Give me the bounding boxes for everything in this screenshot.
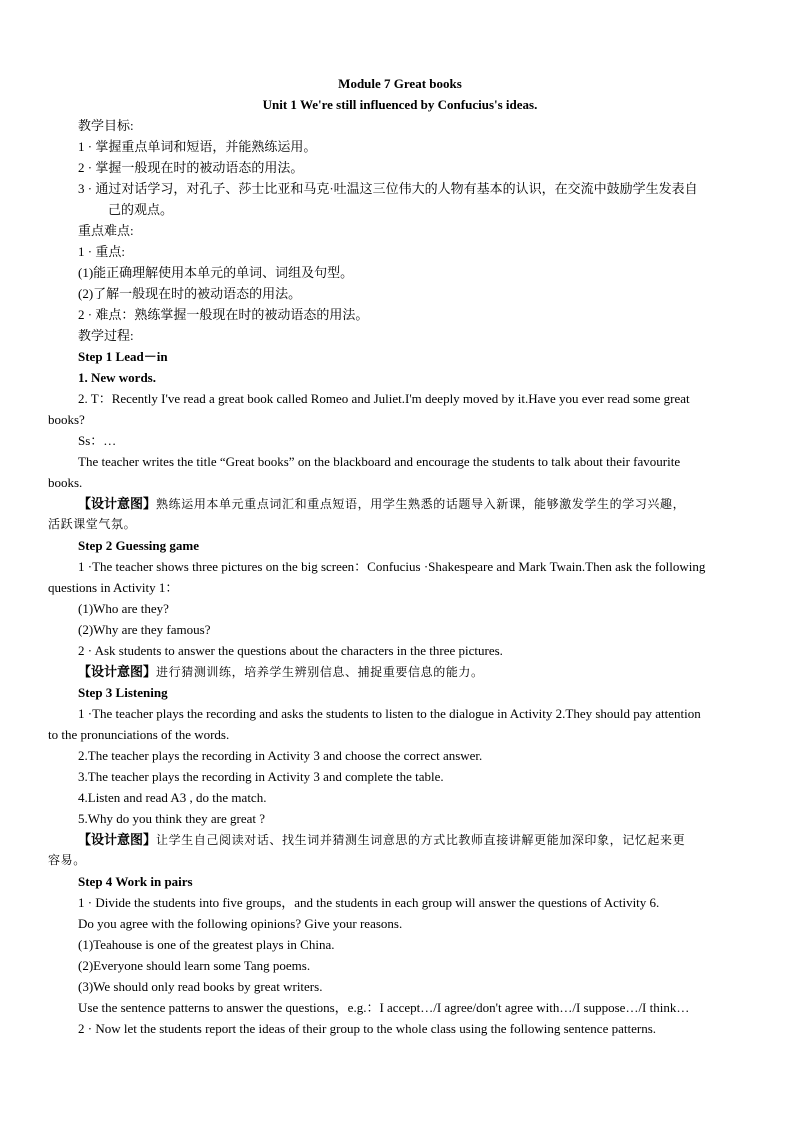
design-intent-text: 熟练运用本单元重点词汇和重点短语，用学生熟悉的话题导入新课，能够激发学生的学习兴趣， <box>156 497 686 511</box>
step4-line: (2)Everyone should learn some Tang poems. <box>78 958 311 973</box>
step1-title: Step 1 Lead－in <box>78 349 168 364</box>
objective-item: 3 · 通过对话学习，对孔子、莎士比亚和马克·吐温这三位伟大的人物有基本的认识，在交流中鼓励学生发表自 <box>78 181 698 196</box>
step3-line: to the pronunciations of the words. <box>48 727 230 742</box>
process-heading: 教学过程: <box>78 328 134 343</box>
step4-line: (3)We should only read books by great writers. <box>78 979 323 994</box>
objective-item-continued: 己的观点。 <box>108 202 174 217</box>
step1-line: books. <box>48 475 83 490</box>
objective-item: 1 · 掌握重点单词和短语，并能熟练运用。 <box>78 139 317 154</box>
design-intent-tag: 【设计意图】 <box>78 664 157 679</box>
step4-line: 2 · Now let the students report the ideas of their group to the whole class using the following sentence patterns. <box>78 1021 656 1036</box>
key-points-label: 1 · 重点: <box>78 244 125 259</box>
step2-design-intent <box>78 661 752 682</box>
step4-title: Step 4 Work in pairs <box>78 874 193 889</box>
step3-design-continued: 容易。 <box>48 853 86 867</box>
step4-line: (1)Teahouse is one of the greatest plays in China. <box>78 937 335 952</box>
step1-line: 2. T：Recently I've read a great book called Romeo and Juliet.I'm deeply moved by it.Have you ever read some great <box>78 391 690 406</box>
step4-line: Do you agree with the following opinions? Give your reasons. <box>78 916 403 931</box>
step3-line: 3.The teacher plays the recording in Activity 3 and complete the table. <box>78 769 444 784</box>
step1-line: Ss：… <box>78 433 117 448</box>
step3-line: 2.The teacher plays the recording in Activity 3 and choose the correct answer. <box>78 748 483 763</box>
objectives-heading: 教学目标: <box>78 118 134 133</box>
key-point-item: (2)了解一般现在时的被动语态的用法。 <box>78 286 302 301</box>
step1-subtitle: 1. New words. <box>78 370 156 385</box>
key-points-heading: 重点难点: <box>78 223 134 238</box>
step4-line: 1 · Divide the students into five groups，and the students in each group will answer the questions of Activity 6. <box>78 895 660 910</box>
step1-line: The teacher writes the title “Great books” on the blackboard and encourage the students to talk about their favourite <box>78 454 681 469</box>
step3-line: 1 ·The teacher plays the recording and asks the students to listen to the dialogue in Activity 2.They should pay attention <box>78 706 701 721</box>
step3-line: 4.Listen and read A3 , do the match. <box>78 790 267 805</box>
step1-line: books? <box>48 412 85 427</box>
step3-line: 5.Why do you think they are great ? <box>78 811 265 826</box>
step2-title: Step 2 Guessing game <box>78 538 199 553</box>
objective-item: 2 · 掌握一般现在时的被动语态的用法。 <box>78 160 304 175</box>
step2-line: (2)Why are they famous? <box>78 622 211 637</box>
step3-design-intent <box>78 829 752 850</box>
key-point-item: (1)能正确理解使用本单元的单词、词组及句型。 <box>78 265 354 280</box>
step4-line: Use the sentence patterns to answer the questions，e.g.：I accept…/I agree/don't agree with…/I suppose…/I think… <box>78 1000 690 1015</box>
step1-design-continued: 活跃课堂气氛。 <box>48 517 137 531</box>
step2-line: 1 ·The teacher shows three pictures on the big screen：Confucius ·Shakespeare and Mark Twain.Then ask the following <box>78 559 706 574</box>
difficult-point: 2 · 难点：熟练掌握一般现在时的被动语态的用法。 <box>78 307 369 322</box>
step1-design-intent <box>78 493 752 514</box>
step3-title: Step 3 Listening <box>78 685 168 700</box>
design-intent-text: 让学生自己阅读对话、找生词并猜测生词意思的方式比教师直接讲解更能加深印象，记忆起来更 <box>156 833 686 847</box>
step2-line: 2 · Ask students to answer the questions about the characters in the three pictures. <box>78 643 503 658</box>
step2-line: (1)Who are they? <box>78 601 169 616</box>
unit-title: Unit 1 We're still influenced by Confucius's ideas. <box>262 97 538 112</box>
design-intent-tag: 【设计意图】 <box>78 496 157 511</box>
design-intent-tag: 【设计意图】 <box>78 832 157 847</box>
step2-line: questions in Activity 1： <box>48 580 179 595</box>
module-title: Module 7 Great books <box>338 76 462 91</box>
design-intent-text: 进行猜测训练，培养学生辨别信息、捕捉重要信息的能力。 <box>156 665 484 679</box>
